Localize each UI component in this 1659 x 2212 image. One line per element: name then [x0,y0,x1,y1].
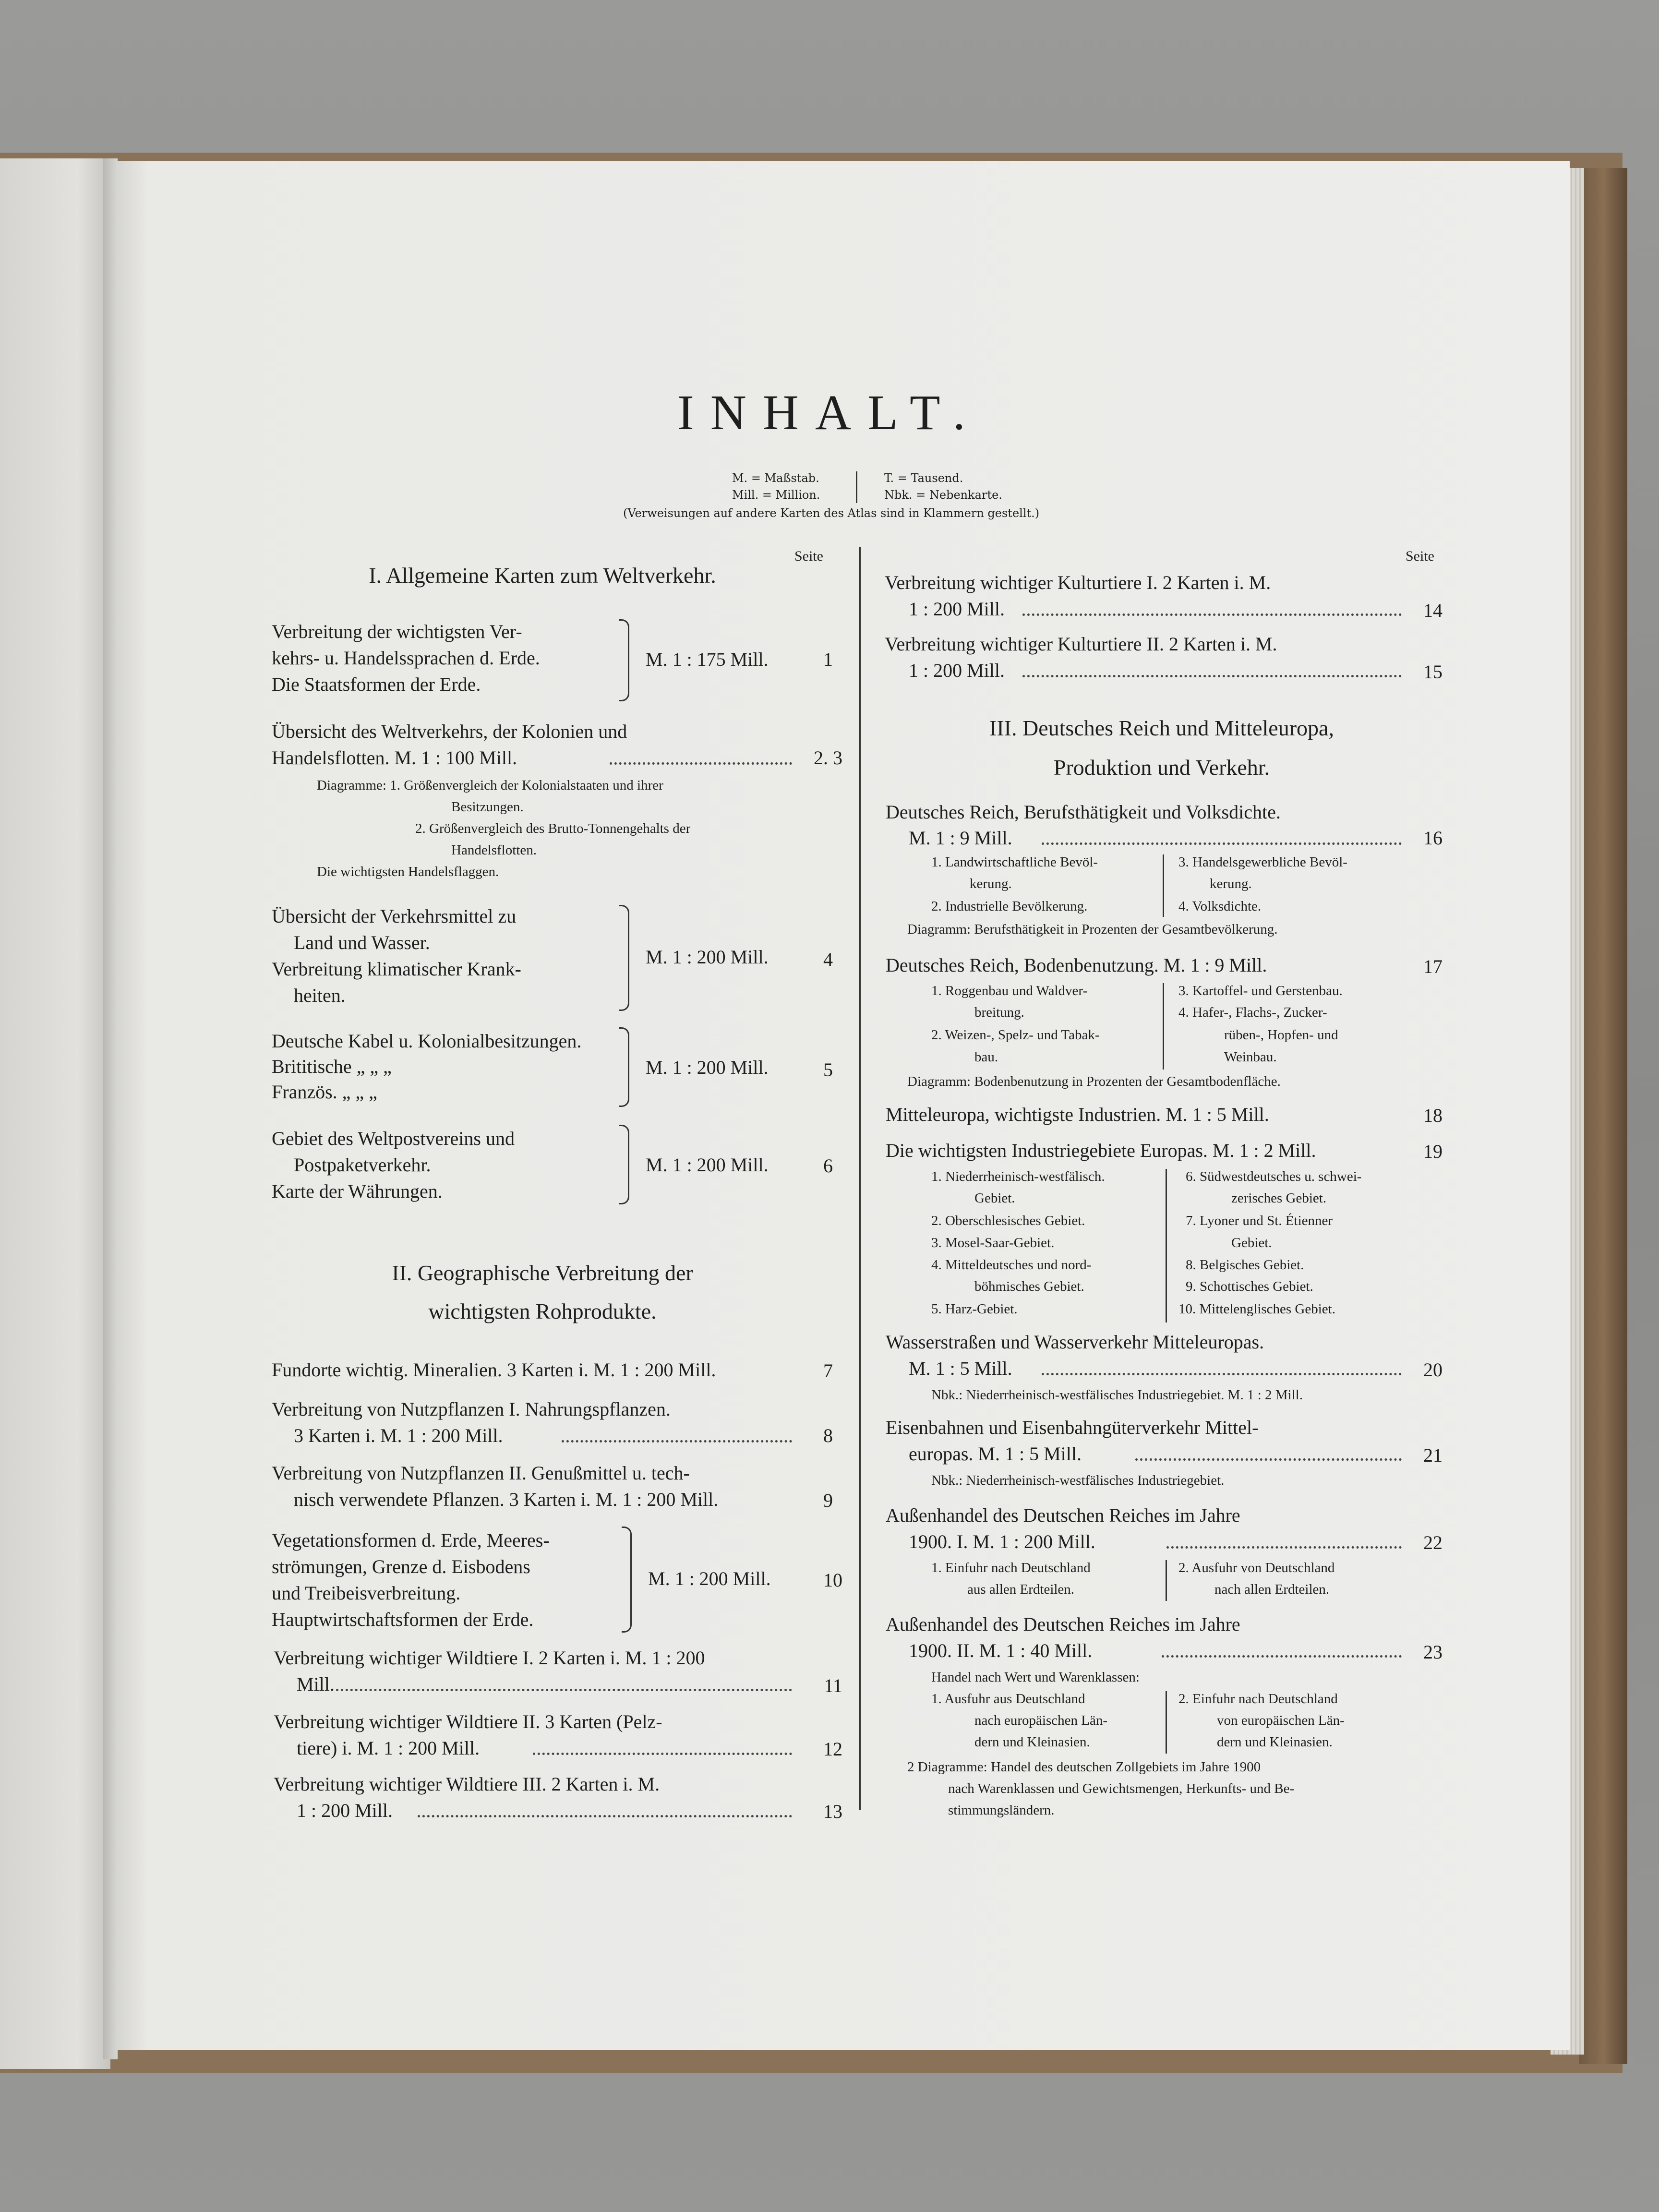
left-page [0,158,110,2069]
leader-dots [418,1815,792,1817]
entry-sub: 4. Volksdichte. [1178,899,1262,914]
abbr-m: M. = Maßstab. [732,471,819,485]
page-number: 14 [1423,600,1443,621]
entry-sub: Handel nach Wert und Warenklassen: [931,1670,1140,1685]
entry-sub: 2. Weizen-, Spelz- und Tabak- [931,1027,1100,1043]
entry-text: 1900. II. M. 1 : 40 Mill. [909,1640,1093,1661]
entry-text: Fundorte wichtig. Mineralien. 3 Karten i. M. 1 : 200 Mill. [272,1359,716,1381]
entry-text: 1 : 200 Mill. [297,1800,393,1821]
entry-sub: Gebiet. [974,1190,1015,1206]
page-number: 17 [1423,956,1443,977]
book-gutter [103,158,118,2059]
entry-sub: bau. [974,1049,998,1065]
leader-dots [336,1689,792,1691]
entry-sub: 3. Kartoffel- und Gerstenbau. [1178,983,1343,998]
abbr-note: (Verweisungen auf andere Karten des Atlas sind in Klammern gestellt.) [623,506,1040,520]
leader-dots [1022,613,1402,616]
entry-sub: 4. Mitteldeutsches und nord- [931,1257,1092,1273]
page-number: 11 [824,1675,842,1696]
entry-text: Gebiet des Weltpostvereins und [272,1128,515,1149]
scale-label: M. 1 : 200 Mill. [646,946,769,968]
scale-label: M. 1 : 200 Mill. [646,1154,769,1176]
entry-text: Verbreitung von Nutzpflanzen II. Genußmittel u. tech- [272,1462,690,1484]
sub-divider [1166,1691,1167,1754]
page-number: 6 [823,1155,833,1177]
entry-text: Verbreitung klimatischer Krank- [272,958,521,980]
page-number: 18 [1423,1105,1443,1126]
entry-text: Hauptwirtschaftsformen der Erde. [272,1609,534,1630]
entry-sub: 9. Schottisches Gebiet. [1186,1279,1313,1294]
entry-sub: Gebiet. [1231,1235,1272,1250]
entry-sub: Diagramm: Bodenbenutzung in Prozenten der Gesamtbodenfläche. [907,1074,1281,1089]
entry-sub: böhmisches Gebiet. [974,1279,1084,1294]
section-heading-3-line2: Produktion und Verkehr. [1053,755,1270,780]
entry-sub: 2. Industrielle Bevölkerung. [931,899,1088,914]
entry-text: Vegetationsformen d. Erde, Meeres- [272,1529,550,1551]
page-number: 9 [823,1490,833,1511]
sub-divider [1166,1560,1167,1601]
entry-sub: 2. Oberschlesisches Gebiet. [931,1213,1085,1228]
entry-text: Handelsflotten. M. 1 : 100 Mill. [272,747,517,769]
entry-text: strömungen, Grenze d. Eisbodens [272,1556,530,1577]
entry-text: M. 1 : 9 Mill. [909,827,1012,849]
entry-sub: stimmungsländern. [948,1803,1055,1818]
entry-sub: nach allen Erdteilen. [1214,1582,1330,1597]
entry-text: Mill. [297,1673,335,1695]
entry-sub: 4. Hafer-, Flachs-, Zucker- [1178,1005,1327,1020]
entry-text: heiten. [294,985,346,1006]
entry-sub: Weinbau. [1224,1049,1277,1065]
entry-sub: Nbk.: Niederrheinisch-westfälisches Industriegebiet. [931,1473,1225,1488]
scale-label: M. 1 : 175 Mill. [646,649,769,670]
leader-dots [1166,1546,1402,1549]
page-number: 20 [1423,1359,1443,1381]
entry-text: Deutsche Kabel u. Kolonialbesitzungen. [272,1030,582,1052]
entry-text: Verbreitung wichtiger Wildtiere III. 2 Karten i. M. [274,1773,660,1795]
entry-sub: 6. Südwestdeutsches u. schwei- [1186,1169,1362,1184]
section-heading-2: II. Geographische Verbreitung der [392,1261,693,1285]
entry-sub: 5. Harz-Gebiet. [931,1301,1018,1317]
entry-text: Außenhandel des Deutschen Reiches im Jahre [886,1613,1240,1635]
leader-dots [1135,1458,1402,1461]
leader-dots [1042,842,1402,845]
entry-sub: dern und Kleinasien. [1217,1734,1333,1750]
entry-sub: kerung. [970,876,1012,891]
entry-sub: Diagramme: 1. Größenvergleich der Kolonialstaaten und ihrer [317,778,663,793]
entry-sub: 2. Einfuhr nach Deutschland [1178,1691,1338,1707]
entry-sub: 10. Mittelenglisches Gebiet. [1178,1301,1335,1317]
scale-label: M. 1 : 200 Mill. [648,1568,771,1589]
page-number: 15 [1423,661,1443,683]
page-number: 22 [1423,1532,1443,1553]
entry-text: Karte der Währungen. [272,1180,443,1202]
entry-sub: 1. Niederrheinisch-westfälisch. [931,1169,1105,1184]
abbr-nbk: Nbk. = Nebenkarte. [884,488,1002,502]
brace [619,619,629,701]
entry-text: tiere) i. M. 1 : 200 Mill. [297,1737,480,1759]
leader-dots [1042,1373,1402,1375]
page-number: 21 [1423,1444,1443,1466]
entry-sub: Die wichtigsten Handelsflaggen. [317,864,499,879]
entry-sub: breitung. [974,1005,1024,1020]
section-heading-2-line2: wichtigsten Rohprodukte. [428,1299,657,1323]
entry-sub: 3. Handelsgewerbliche Bevöl- [1178,854,1347,870]
entry-sub: 1. Landwirtschaftliche Bevöl- [931,854,1098,870]
entry-sub: 2 Diagramme: Handel des deutschen Zollgebiets im Jahre 1900 [907,1759,1261,1775]
entry-text: Deutsches Reich, Bodenbenutzung. M. 1 : 9 Mill. [886,954,1267,976]
entry-sub: 3. Mosel-Saar-Gebiet. [931,1235,1055,1250]
page-number: 8 [823,1425,833,1446]
section-heading-1: I. Allgemeine Karten zum Weltverkehr. [369,563,716,588]
entry-text: kehrs- u. Handelssprachen d. Erde. [272,647,540,669]
entry-text: 1900. I. M. 1 : 200 Mill. [909,1531,1095,1552]
entry-text: Postpaketverkehr. [294,1154,431,1176]
scale-label: M. 1 : 200 Mill. [646,1057,769,1078]
entry-sub: 7. Lyoner und St. Étienner [1186,1213,1333,1228]
entry-sub: Nbk.: Niederrheinisch-westfälisches Industriegebiet. M. 1 : 2 Mill. [931,1387,1303,1403]
entry-sub: 1. Einfuhr nach Deutschland [931,1560,1091,1575]
entry-sub: 2. Größenvergleich des Brutto-Tonnengehalts der [415,821,691,836]
entry-sub: kerung. [1210,876,1252,891]
leader-dots [1022,675,1402,677]
entry-sub: 1. Roggenbau und Waldver- [931,983,1088,998]
page-title: INHALT. [677,385,982,440]
entry-text: Deutsches Reich, Berufsthätigkeit und Volksdichte. [886,801,1281,823]
entry-text: und Treibeisverbreitung. [272,1582,461,1604]
entry-sub: Diagramm: Berufsthätigkeit in Prozenten der Gesamtbevölkerung. [907,922,1278,937]
entry-text: 1 : 200 Mill. [909,598,1005,620]
entry-sub: 1. Ausfuhr aus Deutschland [931,1691,1085,1707]
leader-dots [1162,1655,1402,1658]
brace [619,1027,629,1107]
entry-text: Verbreitung wichtiger Kulturtiere II. 2 Karten i. M. [885,633,1277,655]
leader-dots [610,762,792,765]
entry-text: 1 : 200 Mill. [909,660,1005,681]
entry-text: Übersicht des Weltverkehrs, der Kolonien und [272,721,627,742]
entry-text: Verbreitung wichtiger Kulturtiere I. 2 Karten i. M. [885,572,1271,593]
entry-sub: aus allen Erdteilen. [967,1582,1075,1597]
seite-label-left: Seite [794,548,823,564]
entry-sub: von europäischen Län- [1217,1713,1345,1728]
entry-text: Eisenbahnen und Eisenbahngüterverkehr Mittel- [886,1417,1259,1438]
entry-text: 3 Karten i. M. 1 : 200 Mill. [294,1425,503,1446]
page-number: 12 [823,1738,842,1760]
entry-sub: 8. Belgisches Gebiet. [1186,1257,1304,1273]
seite-label-right: Seite [1406,548,1434,564]
entry-text: europas. M. 1 : 5 Mill. [909,1443,1082,1465]
entry-sub: nach Warenklassen und Gewichtsmengen, Herkunfts- und Be- [948,1781,1295,1796]
entry-sub: zerisches Gebiet. [1231,1190,1327,1206]
entry-sub: dern und Kleinasien. [974,1734,1090,1750]
entry-sub: rüben-, Hopfen- und [1224,1027,1338,1043]
leader-dots [533,1753,792,1755]
entry-text: Die wichtigsten Industriegebiete Europas. M. 1 : 2 Mill. [886,1140,1316,1161]
entry-text: Verbreitung der wichtigsten Ver- [272,621,522,642]
entry-sub: Handelsflotten. [451,842,537,858]
page-number: 23 [1423,1641,1443,1663]
column-divider [859,547,861,1810]
entry-text: Verbreitung wichtiger Wildtiere I. 2 Karten i. M. 1 : 200 [274,1647,705,1669]
entry-text: M. 1 : 5 Mill. [909,1358,1012,1379]
entry-text: Französ. „ „ „ [272,1081,377,1103]
page-number: 1 [823,649,833,670]
brace [619,1125,629,1204]
page-number: 2. 3 [814,747,842,769]
leader-dots [562,1440,792,1443]
brace [622,1527,632,1633]
entry-text: Die Staatsformen der Erde. [272,673,481,695]
entry-text: nisch verwendete Pflanzen. 3 Karten i. M. 1 : 200 Mill. [294,1489,719,1510]
entry-text: Land und Wasser. [294,932,430,953]
sub-divider [1166,1169,1167,1322]
entry-sub: Besitzungen. [451,799,524,815]
page-number: 10 [823,1569,842,1591]
page-number: 5 [823,1059,833,1081]
page-number: 4 [823,949,833,970]
book-spine-edge [1579,168,1627,2064]
sub-divider [1163,854,1164,917]
page-number: 19 [1423,1141,1443,1162]
entry-sub: nach europäischen Län- [974,1713,1107,1728]
entry-text: Mitteleuropa, wichtigste Industrien. M. 1 : 5 Mill. [886,1104,1269,1125]
entry-text: Verbreitung von Nutzpflanzen I. Nahrungspflanzen. [272,1398,671,1420]
entry-text: Wasserstraßen und Wasserverkehr Mitteleuropas. [886,1331,1264,1353]
page-number: 13 [823,1801,842,1822]
entry-sub: 2. Ausfuhr von Deutschland [1178,1560,1335,1575]
brace [619,905,629,1011]
entry-text: Verbreitung wichtiger Wildtiere II. 3 Karten (Pelz- [274,1711,662,1732]
sub-divider [1163,983,1164,1070]
abbr-t: T. = Tausend. [884,471,963,485]
abbr-divider [856,471,857,503]
page-number: 7 [823,1360,833,1382]
contents-page [106,161,1570,2050]
page-number: 16 [1423,827,1443,849]
entry-text: Außenhandel des Deutschen Reiches im Jahre [886,1504,1240,1526]
entry-text: Übersicht der Verkehrsmittel zu [272,905,517,927]
abbr-mill: Mill. = Million. [732,488,820,502]
entry-text: Brititische „ „ „ [272,1056,392,1077]
section-heading-3: III. Deutsches Reich und Mitteleuropa, [989,716,1334,740]
